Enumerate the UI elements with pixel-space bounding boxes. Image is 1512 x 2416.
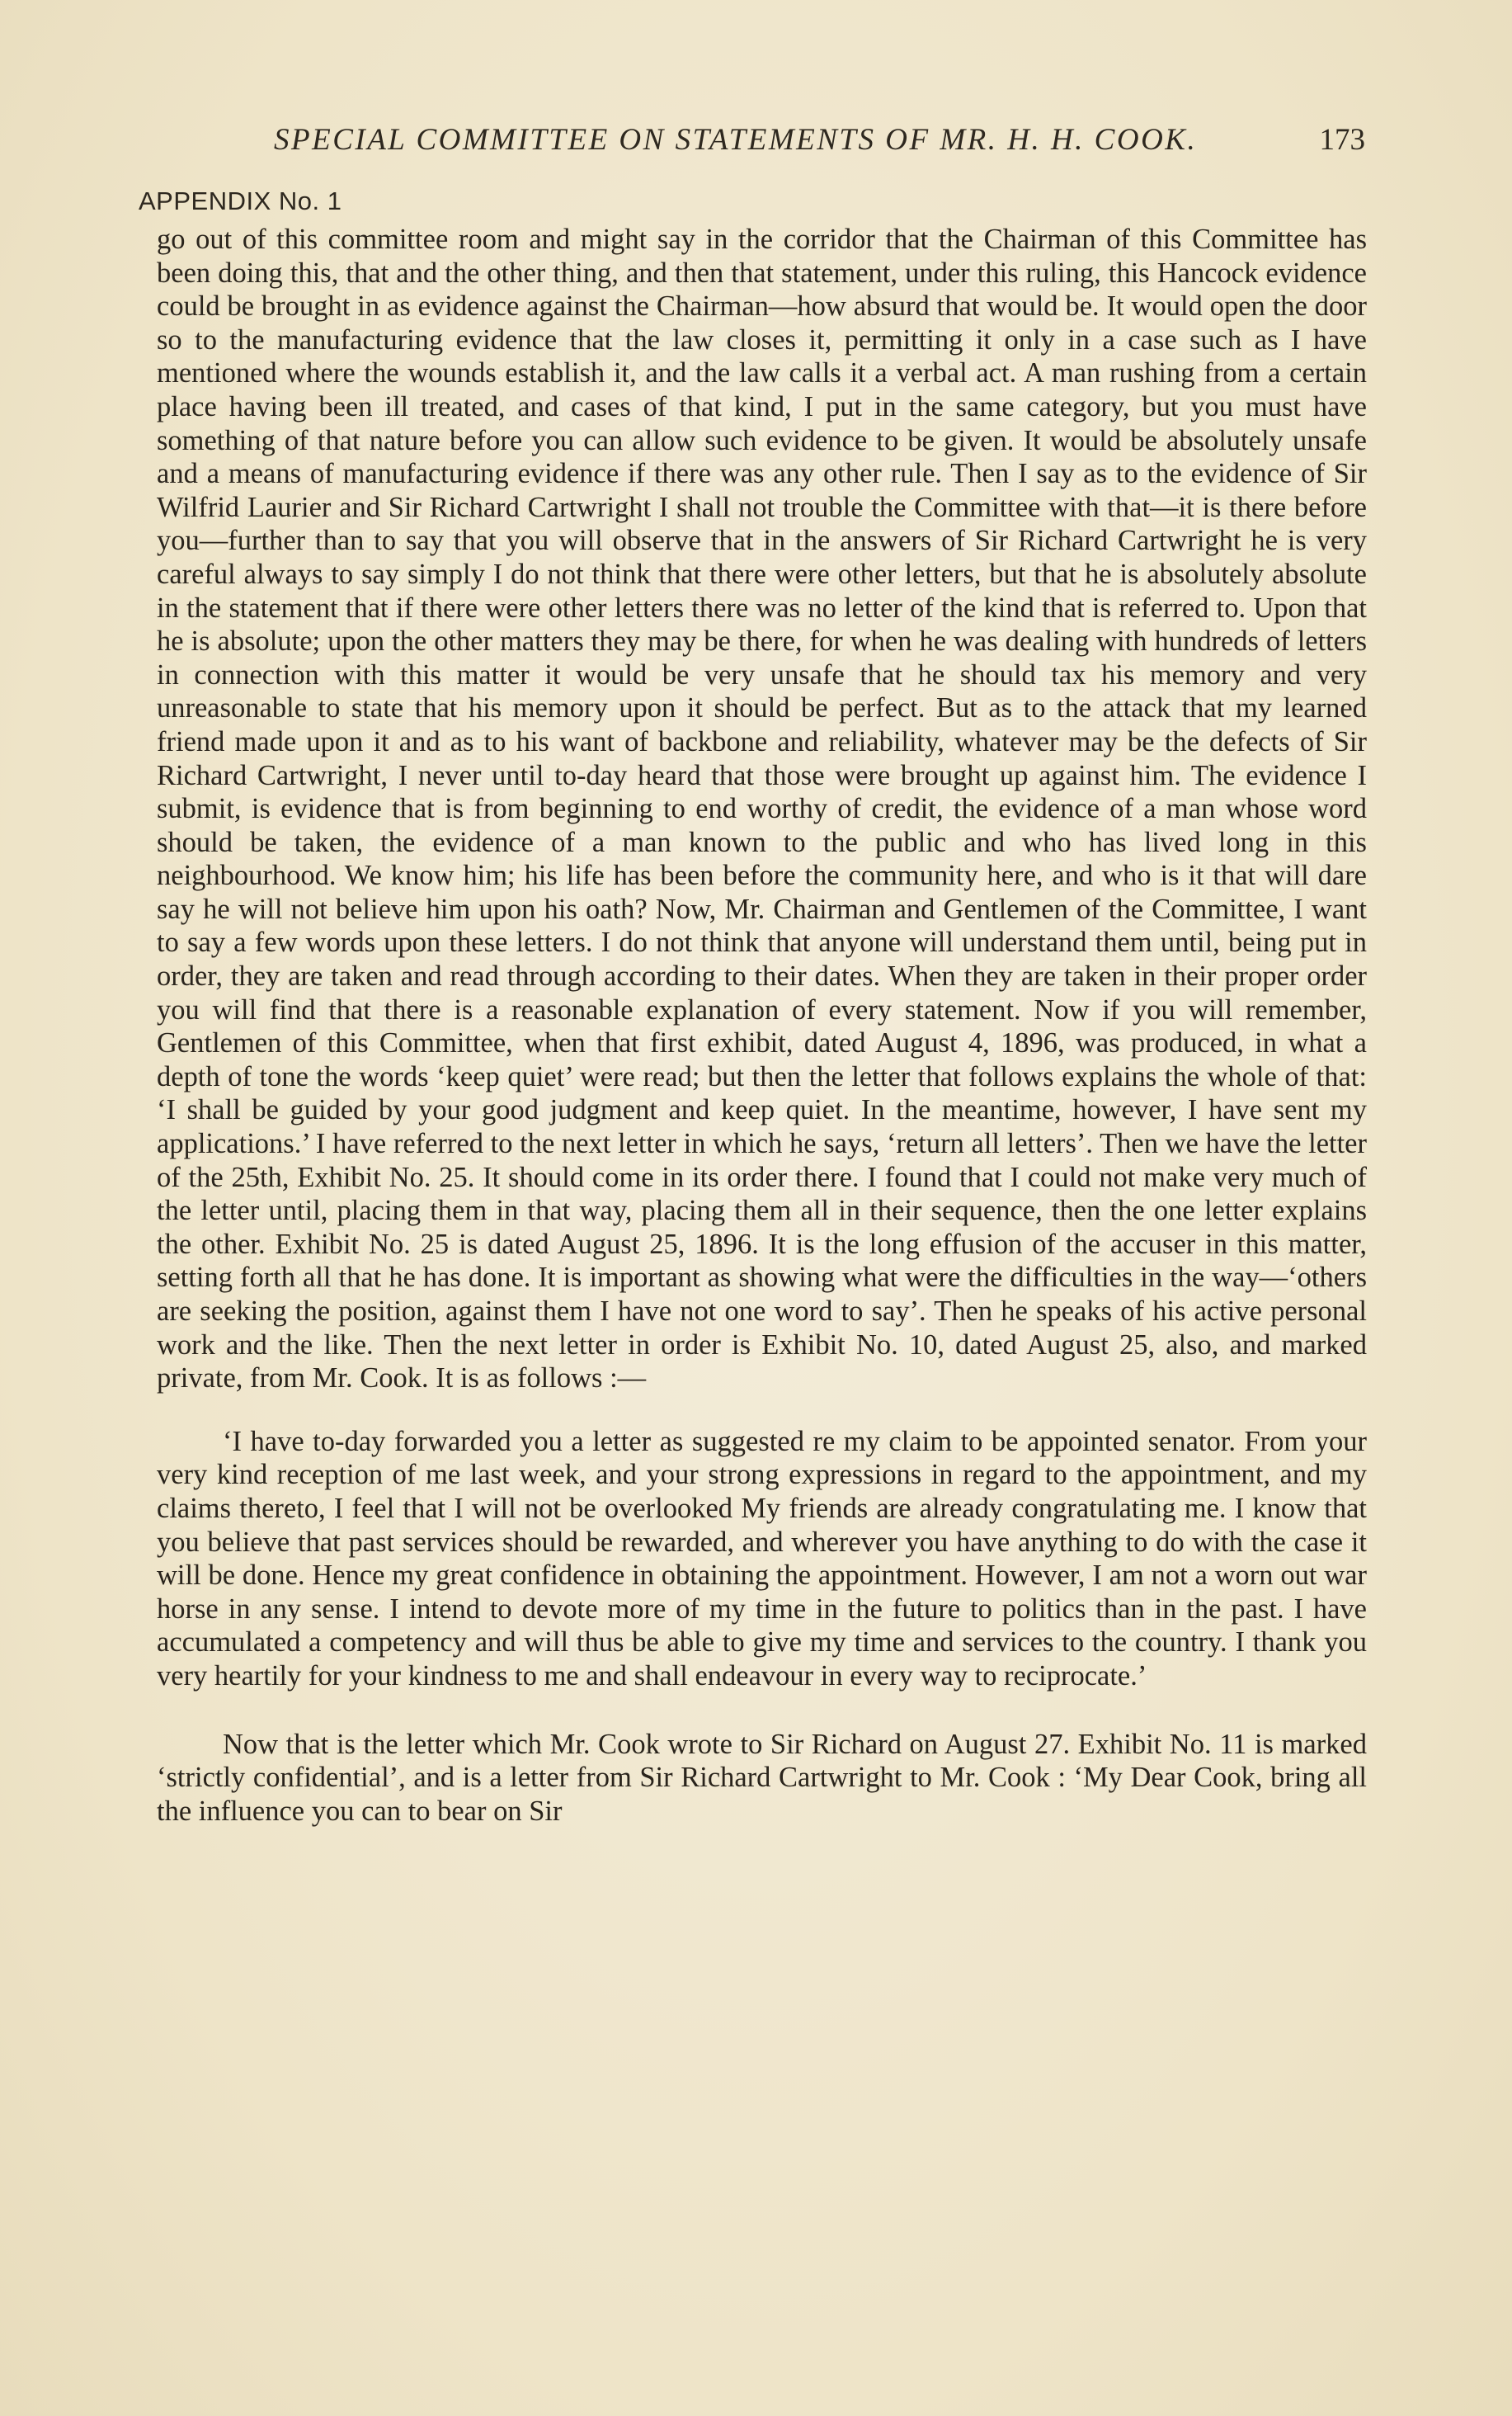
quoted-letter-paragraph: ‘I have to-day forwarded you a letter as suggested re my claim to be appointed senator. From your very kind reception of me last week, and your strong expressions in regard to the appointment, and my claims thereto, I feel that I will not be overlooked My friends are already congratulating me. I know that you believe that past services should be rewarded, and wherever you have anything to do with the case it will be done. Hence my great confidence in obtaining the appointment. However, I am not a worn out war horse in any sense. I intend to devote more of my time in the future to politics than in the past. I have accumulated a competency and will thus be able to give my time and services to the country. I thank you very heartily for your kindness to me and shall endeavour in every way to reciprocate.’ [157,1425,1367,1692]
page-number: 173 [1319,123,1365,157]
appendix-label: APPENDIX No. 1 [139,186,342,215]
page-header [157,114,1365,163]
body-paragraph-1: go out of this committee room and might say in the corridor that the Chairman of this Committee has been doing this, that and the other thing, and then that statement, under this ruling, this Hancock evidence could be brought in as evidence against the Chairman—how absurd that would be. It would open the door so to the manufacturing evidence that the law closes it, permitting it only in a case such as I have mentioned where the wounds establish it, and the law calls it a verbal act. A man rushing from a certain place having been ill treated, and cases of that kind, I put in the same category, but you must have something of that nature before you can allow such evidence to be given. It would be absolutely unsafe and a means of manufacturing evidence if there was any other rule. Then I say as to the evidence of Sir Wilfrid Laurier and Sir Richard Cartwright I shall not trouble the Committee with that—it is there before you—further than to say that you will observe that in the answers of Sir Richard Cartwright he is very careful always to say simply I do not think that there were other letters, but that he is absolutely absolute in the statement that if there were other letters there was no letter of the kind that is referred to. Upon that he is absolute; upon the other matters they may be there, for when he was dealing with hundreds of letters in connection with this matter it would be very unsafe that he should tax his memory and very unreasonable to state that his memory upon it should be perfect. But as to the attack that my learned friend made upon it and as to his want of backbone and reliability, whatever may be the defects of Sir Richard Cartwright, I never until to-day heard that those were brought up against him. The evidence I submit, is evidence that is from beginning to end worthy of credit, the evidence of a man whose word should be taken, the evidence of a man known to the public and who has lived long in this neighbourhood. We know him; his life has been before the community here, and who is it that will dare say he will not believe him upon his oath? Now, Mr. Chairman and Gentlemen of the Committee, I want to say a few words upon these letters. I do not think that anyone will understand them until, being put in order, they are taken and read through according to their dates. When they are taken in their proper order you will find that there is a reasonable explanation of every statement. Now if you will remember, Gentlemen of this Committee, when that first exhibit, dated August 4, 1896, was produced, in what a depth of tone the words ‘keep quiet’ were read; but then the letter that follows explains the whole of that: ‘I shall be guided by your good judgment and keep quiet. In the meantime, however, I have sent my applications.’ I have referred to the next letter in which he says, ‘return all letters’. Then we have the letter of the 25th, Exhibit No. 25. It should come in its order there. I found that I could not make very much of the letter until, placing them in that way, placing them all in their sequence, then the one letter explains the other. Exhibit No. 25 is dated August 25, 1896. It is the long effusion of the accuser in this matter, setting forth all that he has done. It is important as showing what were the difficulties in the way—‘others are seeking the position, against them I have not one word to say’. Then he speaks of his active personal work and the like. Then the next letter in order is Exhibit No. 10, dated August 25, also, and marked private, from Mr. Cook. It is as follows :— [157,224,1367,1394]
body-text [157,223,1367,1828]
running-title: SPECIAL COMMITTEE ON STATEMENTS OF MR. H. H. COOK. [274,123,1198,157]
body-paragraph-3: Now that is the letter which Mr. Cook wrote to Sir Richard on August 27. Exhibit No. 11 is marked ‘strictly confidential’, and is a letter from Sir Richard Cartwright to Mr. Cook : ‘My Dear Cook, bring all the influence you can to bear on Sir [157,1728,1367,1827]
